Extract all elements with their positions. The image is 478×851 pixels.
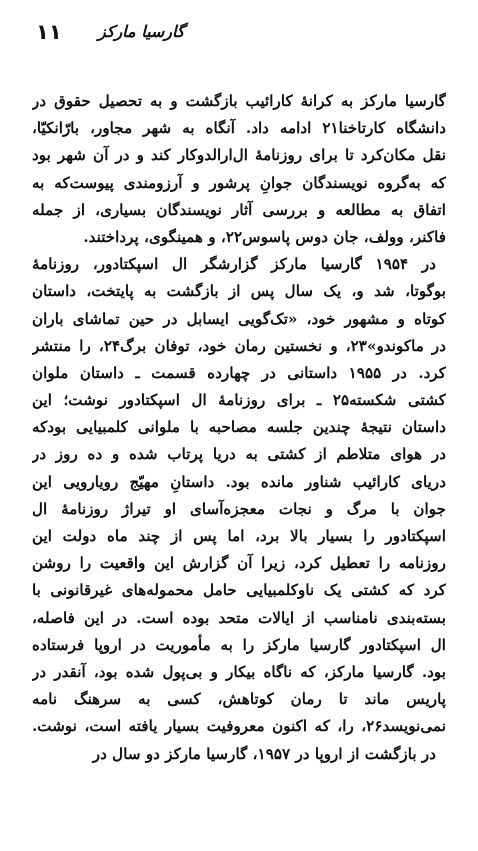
text-line: پاریس ماند تا رمان کوتاهش، کسی به سرهنگ نامه xyxy=(32,690,446,709)
text-line: کرد که کشتی یک ناوکلمبیایی حامل محموله‌های غیرقانونی با xyxy=(32,581,446,600)
text-line: در ۱۹۵۴ گارسیا مارکز گزارشگر ال اسپکتادور، روزنامهٔ xyxy=(32,255,436,274)
text-line: بسته‌بندی نامناسب از ایالات متحد بوده است. در این فاصله، xyxy=(32,608,446,627)
text-line: فاکنر، وولف، جان دوس پاسوس۲۲، و همینگوی، پرداختند. xyxy=(83,227,446,246)
text-line: گارسیا مارکز به کرانهٔ کارائیب بازگشت و به تحصیل حقوق در xyxy=(32,92,446,110)
text-line: اتفاق به مطالعه و بررسی آثار نویسندگان بسیاری، از جمله xyxy=(32,200,446,219)
text-line: کوتاه و مشهور خود، «تک‌گویی ایسابل در حین تماشای باران xyxy=(32,309,446,328)
text-line: دریای کارائیب شناور مانده بود. داستانِ مهیّج رویارویی این xyxy=(32,472,446,491)
text-line: روزنامه را تعطیل کرد، زیرا آن گزارش این واقعیت را روشن xyxy=(32,554,446,573)
text-line: در هوای متلاطم از کشتی به دریا پرتاب شده و ده روز در xyxy=(32,445,446,464)
text-line: اسپکتادور را بسیار بالا برد، اما پس از چند ماه دولت این xyxy=(32,527,446,545)
text-line: دانشگاه کارتاخنا۲۱ ادامه داد. آنگاه به شهر مجاور، بارّانکیّا، xyxy=(32,119,446,138)
text-line: ال اسپکتادور گارسیا مارکز را به مأموریت در اروپا فرستاده xyxy=(32,635,446,654)
page-header xyxy=(36,18,438,48)
text-line: داستان نتیجهٔ چندین جلسه مصاحبه با ملوانی کلمبیایی بودکه xyxy=(32,418,446,437)
page-number: ۱۱ xyxy=(36,20,62,44)
text-line: بود. گارسیا مارکز، که ناگاه بیکار و بی‌پول شده بود، آنقدر در xyxy=(32,662,446,681)
text-line: نقل مکان‌کرد تا برای روزنامهٔ ال‌ارالدوکار کند و در آن شهر بود xyxy=(32,146,446,165)
text-line: جوان با مرگ و نجات معجزه‌آسای او تیراژ روزنامهٔ ال xyxy=(32,499,446,518)
text-line: در ماکوندو»۲۳، و نخستین رمان خود، توفان برگ۲۴، را منتشر xyxy=(32,336,446,355)
text-line: کرد. در ۱۹۵۵ داستانی در چهارده قسمت ـ داستان ملوان xyxy=(32,363,446,382)
text-line: که به‌گروه نویسندگان جوانِ پرشور و آرزومندی پیوست‌که به xyxy=(32,173,446,192)
body-text xyxy=(32,88,446,768)
text-line: نمی‌نویسد۲۶، را، که اکنون معروفیت بسیار یافته است، نوشت. xyxy=(32,717,446,736)
text-line: بوگوتا، شد و، یک سال پس از بازگشت به پایتخت، داستان xyxy=(32,282,446,301)
text-line: کشتی شکسته۲۵ ـ برای روزنامهٔ ال اسپکتادور نوشت؛ این xyxy=(32,391,446,410)
running-title: گارسیا مارکز xyxy=(98,22,185,41)
text-line: در بازگشت از اروپا در ۱۹۵۷، گارسیا مارکز دو سال در xyxy=(92,744,436,763)
